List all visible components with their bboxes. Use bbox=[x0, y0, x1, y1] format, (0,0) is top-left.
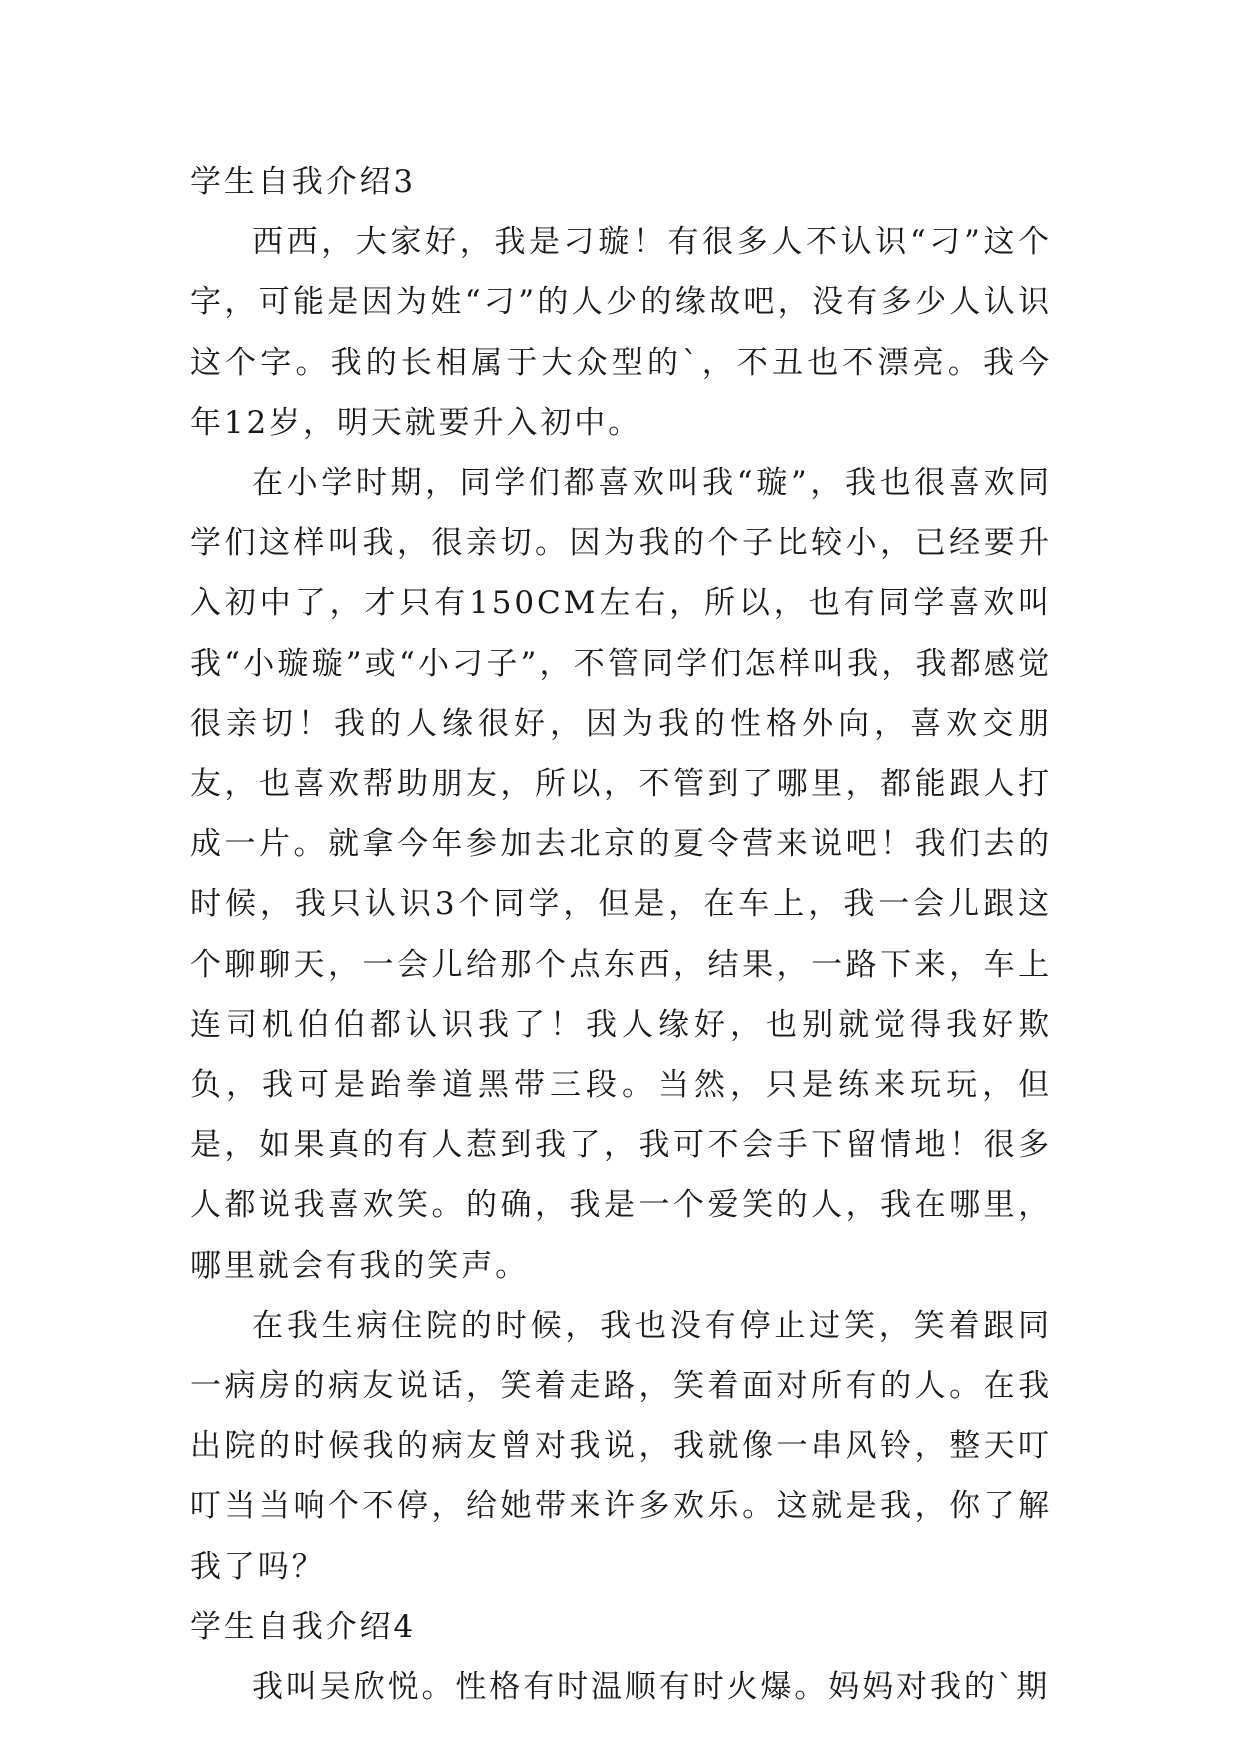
section-heading: 学生自我介绍4 bbox=[190, 1608, 417, 1645]
document-body bbox=[190, 152, 1052, 1717]
section-heading: 学生自我介绍3 bbox=[190, 164, 417, 200]
paragraph: 在小学时期，同学们都喜欢叫我“璇”，我也很喜欢同学们这样叫我，很亲切。因为我的个子比较小，已经要升入初中了，才只有150CM左右，所以，也有同学喜欢叫我“小璇璇”或“小刁子”，不管同学们怎样叫我，我都感觉很亲切！我的人缘很好，因为我的性格外向，喜欢交朋友，也喜欢帮助朋友，所以，不管到了哪里，都能跟人打成一片。就拿今年参加去北京的夏令营来说吧！我们去的时候，我只认识3个同学，但是，在车上，我一会儿跟这个聊聊天，一会儿给那个点东西，结果，一路下来，车上连司机伯伯都认识我了！我人缘好，也别就觉得我好欺负，我可是跆拳道黑带三段。当然，只是练来玩玩，但是，如果真的有人惹到我了，我可不会手下留情地！很多人都说我喜欢笑。的确，我是一个爱笑的人，我在哪里，哪里就会有我的笑声。 bbox=[190, 465, 1052, 1284]
paragraph: 西西，大家好，我是刁璇！有很多人不认识“刁”这个字，可能是因为姓“刁”的人少的缘故吧，没有多少人认识这个字。我的长相属于大众型的`，不丑也不漂亮。我今年12岁，明天就要升入初中。 bbox=[190, 224, 1052, 441]
paragraph: 我叫吴欣悦。性格有时温顺有时火爆。妈妈对我的`期 bbox=[252, 1669, 1051, 1706]
paragraph: 在我生病住院的时候，我也没有停止过笑，笑着跟同一病房的病友说话，笑着走路，笑着面对所有的人。在我出院的时候我的病友曾对我说，我就像一串风铃，整天叮叮当当响个不停，给她带来许多欢乐。这就是我，你了解我了吗？ bbox=[190, 1307, 1052, 1585]
